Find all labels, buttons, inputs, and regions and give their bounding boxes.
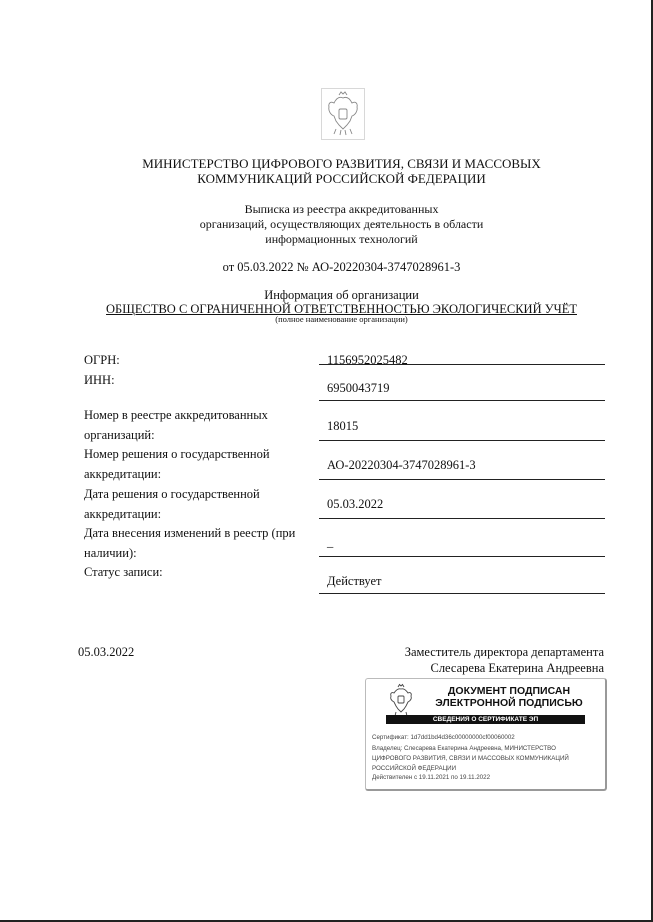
organization-name: ОБЩЕСТВО С ОГРАНИЧЕННОЙ ОТВЕТСТВЕННОСТЬЮ ЭКОЛОГИЧЕСКИЙ УЧЁТ xyxy=(106,302,577,316)
signer-name: Слесарева Екатерина Андреевна xyxy=(430,661,604,675)
field-underline xyxy=(319,593,605,594)
field-label-decision-number: Номер решения о государственной аккредитации: xyxy=(84,447,270,481)
field-label-registry-number: Номер в реестре аккредитованных организаций: xyxy=(84,408,268,442)
stamp-certificate-bar: СВЕДЕНИЯ О СЕРТИФИКАТЕ ЭП xyxy=(386,715,585,724)
field-value-inn: 6950043719 xyxy=(327,381,390,395)
field-value-decision-date: 05.03.2022 xyxy=(327,497,384,511)
stamp-owner-line2: ЦИФРОВОГО РАЗВИТИЯ, СВЯЗИ И МАССОВЫХ КОММУНИКАЦИЙ xyxy=(372,755,569,762)
field-value-decision-number: АО-20220304-3747028961-3 xyxy=(327,458,476,472)
signer-position: Заместитель директора департамента xyxy=(404,645,604,659)
stamp-title: ДОКУМЕНТ ПОДПИСАН ЭЛЕКТРОННОЙ ПОДПИСЬЮ xyxy=(435,685,583,709)
electronic-signature-stamp xyxy=(365,678,607,791)
field-underline xyxy=(319,556,605,557)
field-label-change-date: Дата внесения изменений в реестр (при наличии): xyxy=(84,526,296,560)
stamp-certificate: Сертификат: 1d7dd1bd4d36c00000000cf00060002 xyxy=(372,734,515,741)
stamp-validity: Действителен с 19.11.2021 по 19.11.2022 xyxy=(372,774,491,781)
coat-of-arms-icon xyxy=(321,88,365,140)
field-value-record-status: Действует xyxy=(327,574,382,588)
field-value-change-date: _ xyxy=(327,535,334,549)
field-label-inn: ИНН: xyxy=(84,373,115,387)
field-underline xyxy=(319,364,605,365)
field-underline xyxy=(319,518,605,519)
field-value-registry-number: 18015 xyxy=(327,419,359,433)
stamp-owner-line3: РОССИЙСКОЙ ФЕДЕРАЦИИ xyxy=(372,765,457,772)
coat-of-arms-icon xyxy=(386,683,416,717)
document-date: 05.03.2022 xyxy=(78,645,135,659)
ministry-title: МИНИСТЕРСТВО ЦИФРОВОГО РАЗВИТИЯ, СВЯЗИ И МАССОВЫХ КОММУНИКАЦИЙ РОССИЙСКОЙ ФЕДЕРАЦИИ xyxy=(142,156,541,186)
organization-name-hint: (полное наименование организации) xyxy=(275,314,408,324)
field-underline xyxy=(319,479,605,480)
field-underline xyxy=(319,400,605,401)
extract-number: от 05.03.2022 № АО-20220304-3747028961-3 xyxy=(222,260,461,274)
field-value-ogrn: 1156952025482 xyxy=(327,353,408,367)
field-label-decision-date: Дата решения о государственной аккредитации: xyxy=(84,487,260,521)
organization-info-title: Информация об организации xyxy=(264,288,419,302)
extract-title: Выписка из реестра аккредитованных организаций, осуществляющих деятельность в области информационных технологий xyxy=(199,202,484,246)
stamp-owner-line1: Владелец: Слесарева Екатерина Андреевна, МИНИСТЕРСТВО xyxy=(372,745,556,752)
field-label-ogrn: ОГРН: xyxy=(84,353,120,367)
field-label-record-status: Статус записи: xyxy=(84,565,163,579)
field-underline xyxy=(319,440,605,441)
